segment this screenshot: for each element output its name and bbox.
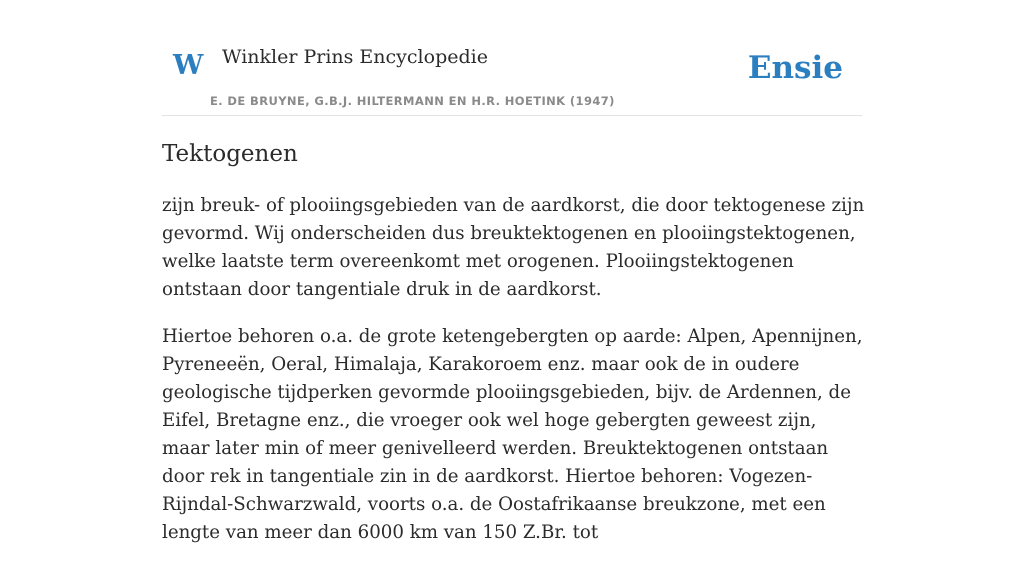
source-title-link[interactable]: Winkler Prins Encyclopedie xyxy=(222,46,488,68)
source-logo[interactable]: W xyxy=(173,50,204,81)
source-authors: E. DE BRUYNE, G.B.J. HILTERMANN EN H.R. HOETINK (1947) xyxy=(210,94,615,108)
source-header xyxy=(162,0,862,116)
article-paragraph: Hiertoe behoren o.a. de grote ketengebergten op aarde: Alpen, Apennijnen, Pyreneeën, Oeral, Himalaja, Karakoroem enz. maar ook de in oudere geologische tijdperken gevormde plooiingsgebieden, bijv. de Ardennen, de Eifel, Bretagne enz., die vroeger ook wel hoge gebergten geweest zijn, maar later min of meer genivelleerd werden. Breuktektogenen ontstaan door rek in tangentiale zin in de aardkorst. Hiertoe behoren: Vogezen-Rijndal-Schwarzwald, voorts o.a. de Oostafrikaanse breukzone, met een lengte van meer dan 6000 km van 150 Z.Br. tot xyxy=(162,326,863,543)
ensie-logo-link[interactable]: Ensie xyxy=(747,50,843,86)
article-title: Tektogenen xyxy=(162,141,298,167)
article-body xyxy=(162,192,866,566)
article-paragraph: zijn breuk- of plooiingsgebieden van de aardkorst, die door tektogenese zijn gevormd. Wij onderscheiden dus breuktektogenen en plooiingstektogenen, welke laatste term overeenkomt met orogenen. Plooiingstektogenen ontstaan door tangentiale druk in de aardkorst. xyxy=(162,195,865,300)
